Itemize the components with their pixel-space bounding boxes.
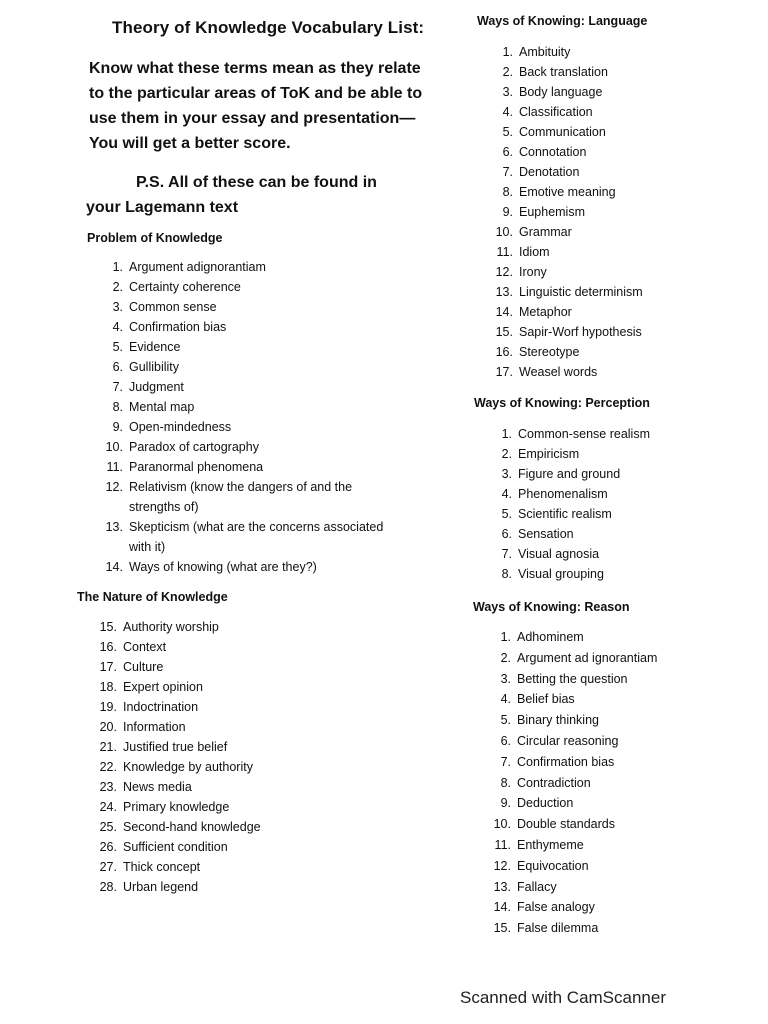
list-item xyxy=(91,697,261,717)
item-term: Knowledge by authority xyxy=(123,760,253,774)
list-item xyxy=(487,122,647,142)
list-item xyxy=(485,835,657,856)
item-term: Context xyxy=(123,640,167,654)
item-term: Classification xyxy=(519,105,593,119)
list-item xyxy=(485,773,657,794)
list-item xyxy=(485,752,657,773)
item-number: 14. xyxy=(495,305,513,319)
item-number: 14. xyxy=(493,900,511,915)
item-term: Deduction xyxy=(517,796,574,811)
list-item xyxy=(485,689,657,710)
item-number: 3. xyxy=(502,85,513,99)
item-number: 4. xyxy=(502,105,513,119)
item-term: Visual grouping xyxy=(518,567,604,581)
list-item xyxy=(487,222,647,242)
section-problem-of-knowledge xyxy=(87,231,387,577)
item-term: Information xyxy=(123,720,186,734)
item-term: Visual agnosia xyxy=(518,547,600,561)
list-item xyxy=(487,42,647,62)
list-item xyxy=(487,82,647,102)
item-number: 8. xyxy=(500,775,511,790)
item-number: 28. xyxy=(99,880,117,894)
list-item xyxy=(91,817,261,837)
item-number: 18. xyxy=(99,680,117,694)
section-perception xyxy=(474,396,650,584)
item-term: Common sense xyxy=(129,300,217,314)
item-number: 5. xyxy=(500,713,511,728)
section-heading: Ways of Knowing: Language xyxy=(477,14,648,28)
list-item xyxy=(97,477,387,517)
list-item xyxy=(91,837,261,857)
item-term: Common-sense realism xyxy=(518,427,650,441)
section-heading: Problem of Knowledge xyxy=(87,231,223,245)
item-term: Belief bias xyxy=(517,692,575,707)
list-item xyxy=(486,484,650,504)
item-number: 7. xyxy=(112,380,123,394)
item-number: 4. xyxy=(501,487,512,501)
section-reason xyxy=(473,600,657,939)
item-term: Body language xyxy=(519,85,603,99)
item-term: Open-mindedness xyxy=(129,420,232,434)
item-term: Sensation xyxy=(518,527,574,541)
item-term: Double standards xyxy=(517,817,615,832)
term-list xyxy=(474,424,650,584)
list-item xyxy=(485,710,657,731)
item-number: 6. xyxy=(112,360,123,374)
list-item xyxy=(91,717,261,737)
item-term: Idiom xyxy=(519,245,550,259)
item-term: Binary thinking xyxy=(517,713,599,728)
item-term: Linguistic determinism xyxy=(519,285,643,299)
item-term: Connotation xyxy=(519,145,587,159)
list-item xyxy=(486,564,650,584)
item-term: Argument adignorantiam xyxy=(129,260,266,274)
item-term: Skepticism (what are the concerns associated with it) xyxy=(129,520,384,554)
item-number: 17. xyxy=(495,365,513,379)
list-item xyxy=(97,257,387,277)
list-item xyxy=(97,557,387,577)
list-item xyxy=(97,277,387,297)
item-term: Judgment xyxy=(129,380,184,394)
list-item xyxy=(487,142,647,162)
item-number: 3. xyxy=(501,467,512,481)
list-item xyxy=(487,322,647,342)
item-number: 12. xyxy=(105,480,123,494)
item-number: 10. xyxy=(493,817,511,832)
item-number: 8. xyxy=(112,400,123,414)
item-number: 1. xyxy=(502,45,513,59)
list-item xyxy=(97,357,387,377)
item-term: Irony xyxy=(519,265,547,279)
item-term: False analogy xyxy=(517,900,595,915)
list-item xyxy=(91,877,261,897)
item-term: Contradiction xyxy=(517,775,591,790)
item-number: 7. xyxy=(500,754,511,769)
list-item xyxy=(487,242,647,262)
list-item xyxy=(485,856,657,877)
item-number: 15. xyxy=(495,325,513,339)
list-item xyxy=(485,793,657,814)
list-item xyxy=(487,302,647,322)
item-number: 9. xyxy=(112,420,123,434)
list-item xyxy=(485,648,657,669)
list-item xyxy=(91,857,261,877)
item-term: Euphemism xyxy=(519,205,585,219)
list-item xyxy=(91,637,261,657)
item-term: Urban legend xyxy=(123,880,199,894)
item-number: 5. xyxy=(112,340,123,354)
item-number: 5. xyxy=(502,125,513,139)
section-heading: Ways of Knowing: Perception xyxy=(474,396,650,410)
list-item xyxy=(486,524,650,544)
item-number: 20. xyxy=(99,720,117,734)
item-number: 7. xyxy=(502,165,513,179)
item-number: 27. xyxy=(99,860,117,874)
list-item xyxy=(97,437,387,457)
item-term: Paranormal phenomena xyxy=(129,460,264,474)
item-term: Scientific realism xyxy=(518,507,612,521)
list-item xyxy=(97,457,387,477)
item-number: 13. xyxy=(105,520,123,534)
list-item xyxy=(487,262,647,282)
item-term: Paradox of cartography xyxy=(129,440,259,454)
item-term: Authority worship xyxy=(123,620,219,634)
intro-paragraph: Know what these terms mean as they relate to the particular areas of ToK and be able to use them in your essay and presentation—You will get a better score. xyxy=(89,60,423,152)
list-item xyxy=(97,297,387,317)
item-term: Ways of knowing (what are they?) xyxy=(129,560,317,574)
item-number: 1. xyxy=(501,427,512,441)
item-term: Adhominem xyxy=(517,630,584,644)
list-item xyxy=(486,444,650,464)
item-number: 1. xyxy=(112,260,123,274)
list-item xyxy=(487,102,647,122)
item-term: Communication xyxy=(519,125,606,139)
item-term: Phenomenalism xyxy=(518,487,608,501)
item-term: Certainty coherence xyxy=(129,280,241,294)
term-list xyxy=(87,257,387,577)
item-term: Enthymeme xyxy=(517,837,584,852)
item-number: 26. xyxy=(99,840,117,854)
item-number: 5. xyxy=(501,507,512,521)
list-item xyxy=(485,918,657,939)
item-term: Argument ad ignorantiam xyxy=(517,650,658,665)
list-item xyxy=(486,424,650,444)
item-number: 10. xyxy=(495,225,513,239)
item-term: Primary knowledge xyxy=(123,800,230,814)
item-term: Grammar xyxy=(519,225,572,239)
list-item xyxy=(91,777,261,797)
item-term: News media xyxy=(123,780,192,794)
item-number: 12. xyxy=(493,858,511,873)
list-item xyxy=(485,669,657,690)
list-item xyxy=(486,464,650,484)
list-item xyxy=(91,617,261,637)
item-number: 10. xyxy=(105,440,123,454)
item-number: 1. xyxy=(500,630,511,644)
list-item xyxy=(97,417,387,437)
item-number: 4. xyxy=(500,692,511,707)
item-number: 4. xyxy=(112,320,123,334)
item-term: Gullibility xyxy=(129,360,180,374)
item-number: 12. xyxy=(495,265,513,279)
item-number: 2. xyxy=(501,447,512,461)
ps-note xyxy=(86,170,426,220)
item-number: 22. xyxy=(99,760,117,774)
item-term: Weasel words xyxy=(519,365,598,379)
item-number: 13. xyxy=(493,879,511,894)
list-item xyxy=(97,337,387,357)
section-nature-of-knowledge xyxy=(77,590,261,897)
item-number: 8. xyxy=(501,567,512,581)
item-term: Relativism (know the dangers of and the strengths of) xyxy=(129,480,353,514)
list-item xyxy=(487,162,647,182)
list-item xyxy=(91,657,261,677)
list-item xyxy=(91,797,261,817)
ps-line-2: your Lagemann text xyxy=(86,199,239,216)
item-term: Fallacy xyxy=(517,879,557,894)
list-item xyxy=(97,397,387,417)
item-term: Equivocation xyxy=(517,858,589,873)
item-number: 15. xyxy=(99,620,117,634)
item-term: Betting the question xyxy=(517,671,628,686)
item-number: 3. xyxy=(500,671,511,686)
item-number: 17. xyxy=(99,660,117,674)
list-item xyxy=(97,317,387,337)
list-item xyxy=(91,757,261,777)
item-number: 23. xyxy=(99,780,117,794)
item-term: Mental map xyxy=(129,400,195,414)
item-number: 9. xyxy=(500,796,511,811)
item-term: Ambituity xyxy=(519,45,571,59)
list-item xyxy=(485,627,657,648)
item-term: Expert opinion xyxy=(123,680,203,694)
item-number: 16. xyxy=(99,640,117,654)
list-item xyxy=(487,202,647,222)
page-title: Theory of Knowledge Vocabulary List: xyxy=(112,18,425,37)
term-list xyxy=(473,627,657,939)
item-number: 2. xyxy=(500,650,511,665)
list-item xyxy=(487,62,647,82)
list-item xyxy=(487,282,647,302)
list-item xyxy=(97,517,387,557)
item-term: Empiricism xyxy=(518,447,580,461)
item-number: 2. xyxy=(502,65,513,79)
item-number: 25. xyxy=(99,820,117,834)
item-number: 6. xyxy=(501,527,512,541)
item-number: 11. xyxy=(496,245,513,259)
list-item xyxy=(91,677,261,697)
section-heading: The Nature of Knowledge xyxy=(77,590,228,604)
item-number: 2. xyxy=(112,280,123,294)
item-term: Metaphor xyxy=(519,305,572,319)
item-term: Culture xyxy=(123,660,164,674)
ps-line-1: P.S. All of these can be found in xyxy=(136,174,377,191)
item-term: Justified true belief xyxy=(123,740,228,754)
term-list xyxy=(477,42,647,382)
item-term: Circular reasoning xyxy=(517,733,619,748)
item-term: Confirmation bias xyxy=(129,320,227,334)
list-item xyxy=(487,182,647,202)
item-term: Denotation xyxy=(519,165,580,179)
list-item xyxy=(487,342,647,362)
list-item xyxy=(485,731,657,752)
item-term: Stereotype xyxy=(519,345,580,359)
item-term: Confirmation bias xyxy=(517,754,615,769)
item-number: 6. xyxy=(500,733,511,748)
item-term: Second-hand knowledge xyxy=(123,820,261,834)
item-number: 3. xyxy=(112,300,123,314)
item-number: 7. xyxy=(501,547,512,561)
item-term: Thick concept xyxy=(123,860,201,874)
list-item xyxy=(485,877,657,898)
camscanner-watermark: Scanned with CamScanner xyxy=(460,988,667,1007)
item-number: 21. xyxy=(99,740,117,754)
list-item xyxy=(485,814,657,835)
term-list xyxy=(77,617,261,897)
section-language xyxy=(477,14,647,382)
item-number: 13. xyxy=(495,285,513,299)
item-number: 6. xyxy=(502,145,513,159)
item-number: 11. xyxy=(494,837,511,852)
item-term: Figure and ground xyxy=(518,467,621,481)
list-item xyxy=(97,377,387,397)
item-number: 24. xyxy=(99,800,117,814)
item-number: 19. xyxy=(99,700,117,714)
item-term: Emotive meaning xyxy=(519,185,616,199)
item-number: 11. xyxy=(106,460,123,474)
list-item xyxy=(486,504,650,524)
item-term: Back translation xyxy=(519,65,608,79)
item-term: Sufficient condition xyxy=(123,840,228,854)
item-number: 15. xyxy=(493,921,511,936)
list-item xyxy=(486,544,650,564)
item-term: Evidence xyxy=(129,340,181,354)
item-number: 16. xyxy=(495,345,513,359)
list-item xyxy=(487,362,647,382)
item-term: Indoctrination xyxy=(123,700,199,714)
item-number: 9. xyxy=(502,205,513,219)
list-item xyxy=(91,737,261,757)
item-term: Sapir-Worf hypothesis xyxy=(519,325,642,339)
list-item xyxy=(485,897,657,918)
section-heading: Ways of Knowing: Reason xyxy=(473,600,630,614)
item-number: 8. xyxy=(502,185,513,199)
item-number: 14. xyxy=(105,560,123,574)
item-term: False dilemma xyxy=(517,921,599,936)
